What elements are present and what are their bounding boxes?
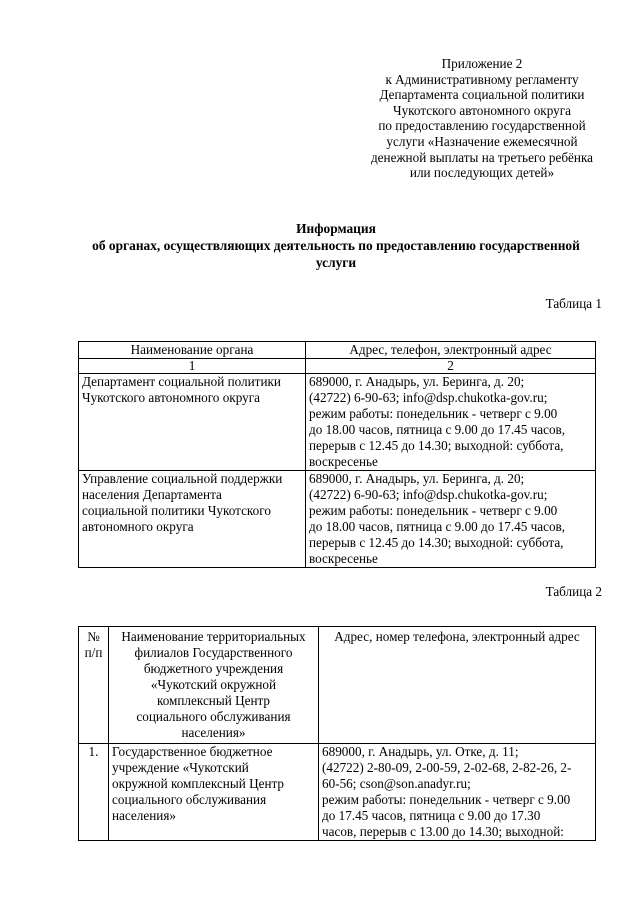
- cell-line: Управление социальной поддержки: [82, 471, 283, 486]
- appendix-line: Департамента социальной политики: [379, 87, 585, 103]
- cell-line: социального обслуживания: [112, 792, 267, 807]
- cell-line: режим работы: понедельник - четверг с 9.00: [322, 792, 571, 807]
- cell-line: режим работы: понедельник - четверг с 9.00: [309, 406, 558, 421]
- cell-line: Департамент социальной политики: [82, 374, 281, 389]
- cell-line: до 17.45 часов, пятница с 9.00 до 17.30: [322, 808, 541, 823]
- cell-line: «Чукотский окружной: [150, 677, 277, 692]
- table1-org-contact: [306, 374, 596, 471]
- cell-line: перерыв с 12.45 до 14.30; выходной: суббота,: [309, 438, 564, 453]
- cell-line: (42722) 2-80-09, 2-00-59, 2-02-68, 2-82-26, 2-: [322, 760, 572, 775]
- document-title: [70, 220, 602, 271]
- cell-line: социальной политики Чукотского: [82, 503, 271, 518]
- table2: [78, 626, 596, 841]
- cell-line: филиалов Государственного: [134, 645, 293, 660]
- cell-line: (42722) 6-90-63; info@dsp.chukotka-gov.ru;: [309, 390, 548, 405]
- title-subtitle: услуги: [315, 255, 357, 270]
- cell-line: 689000, г. Анадырь, ул. Отке, д. 11;: [322, 744, 519, 759]
- cell-line: часов, перерыв с 13.00 до 14.30; выходной:: [322, 824, 564, 839]
- cell-line: комплексный Центр: [156, 693, 271, 708]
- cell-line: до 18.00 часов, пятница с 9.00 до 17.45 часов,: [309, 519, 566, 534]
- table2-caption: Таблица 2: [545, 584, 602, 599]
- table-row: [79, 744, 596, 841]
- table1-header-contact: Адрес, телефон, электронный адрес: [306, 342, 596, 359]
- cell-line: бюджетного учреждения: [143, 661, 284, 676]
- title-heading: Информация: [296, 221, 376, 236]
- cell-line: Чукотского автономного округа: [82, 390, 260, 405]
- table1-caption: Таблица 1: [545, 296, 602, 311]
- cell-line: 689000, г. Анадырь, ул. Беринга, д. 20;: [309, 374, 525, 389]
- appendix-line: услуги «Назначение ежемесячной: [386, 133, 578, 149]
- table1-column-number: 2: [306, 359, 596, 374]
- cell-line: Государственное бюджетное: [112, 744, 273, 759]
- cell-line: населения Департамента: [82, 487, 222, 502]
- cell-line: Наименование территориальных: [121, 629, 306, 644]
- title-subtitle: об органах, осуществляющих деятельность по предоставлению государственной: [92, 238, 580, 253]
- appendix-line: к Административному регламенту: [385, 71, 579, 87]
- table-row: [79, 374, 596, 471]
- table1-header-name: Наименование органа: [79, 342, 306, 359]
- appendix-line: денежной выплаты на третьего ребёнка: [370, 149, 594, 165]
- table1-org-name: [79, 374, 306, 471]
- cell-line: автономного округа: [82, 519, 194, 534]
- cell-line: (42722) 6-90-63; info@dsp.chukotka-gov.ru;: [309, 487, 548, 502]
- appendix-line: Чукотского автономного округа: [393, 102, 571, 118]
- table2-header-num: [79, 627, 109, 744]
- cell-line: учреждение «Чукотский: [112, 760, 249, 775]
- cell-line: п/п: [84, 645, 103, 660]
- cell-line: населения»: [112, 808, 176, 823]
- appendix-line: по предоставлению государственной: [378, 118, 586, 134]
- table2-branch-name: [109, 744, 319, 841]
- table-row: [79, 471, 596, 568]
- table1-org-name: [79, 471, 306, 568]
- cell-line: перерыв с 12.45 до 14.30; выходной: суббота,: [309, 535, 564, 550]
- table1-column-number: 1: [79, 359, 306, 374]
- cell-line: Адрес, номер телефона, электронный адрес: [334, 629, 580, 644]
- cell-line: №: [87, 629, 100, 644]
- table2-branch-contact: [319, 744, 596, 841]
- table2-row-number: 1.: [79, 744, 109, 841]
- appendix-line: Приложение 2: [441, 56, 523, 71]
- cell-line: воскресенье: [309, 551, 378, 566]
- cell-line: 689000, г. Анадырь, ул. Беринга, д. 20;: [309, 471, 525, 486]
- cell-line: воскресенье: [309, 454, 378, 469]
- cell-line: до 18.00 часов, пятница с 9.00 до 17.45 часов,: [309, 422, 566, 437]
- appendix-block: [348, 56, 616, 181]
- table2-header-contact: [319, 627, 596, 744]
- table1: [78, 341, 596, 568]
- cell-line: населения»: [181, 725, 246, 740]
- cell-line: режим работы: понедельник - четверг с 9.00: [309, 503, 558, 518]
- table1-org-contact: [306, 471, 596, 568]
- appendix-line: или последующих детей»: [409, 165, 555, 181]
- table2-header-name: [109, 627, 319, 744]
- cell-line: социального обслуживания: [136, 709, 291, 724]
- cell-line: 60-56; cson@son.anadyr.ru;: [322, 776, 471, 791]
- cell-line: окружной комплексный Центр: [112, 776, 285, 791]
